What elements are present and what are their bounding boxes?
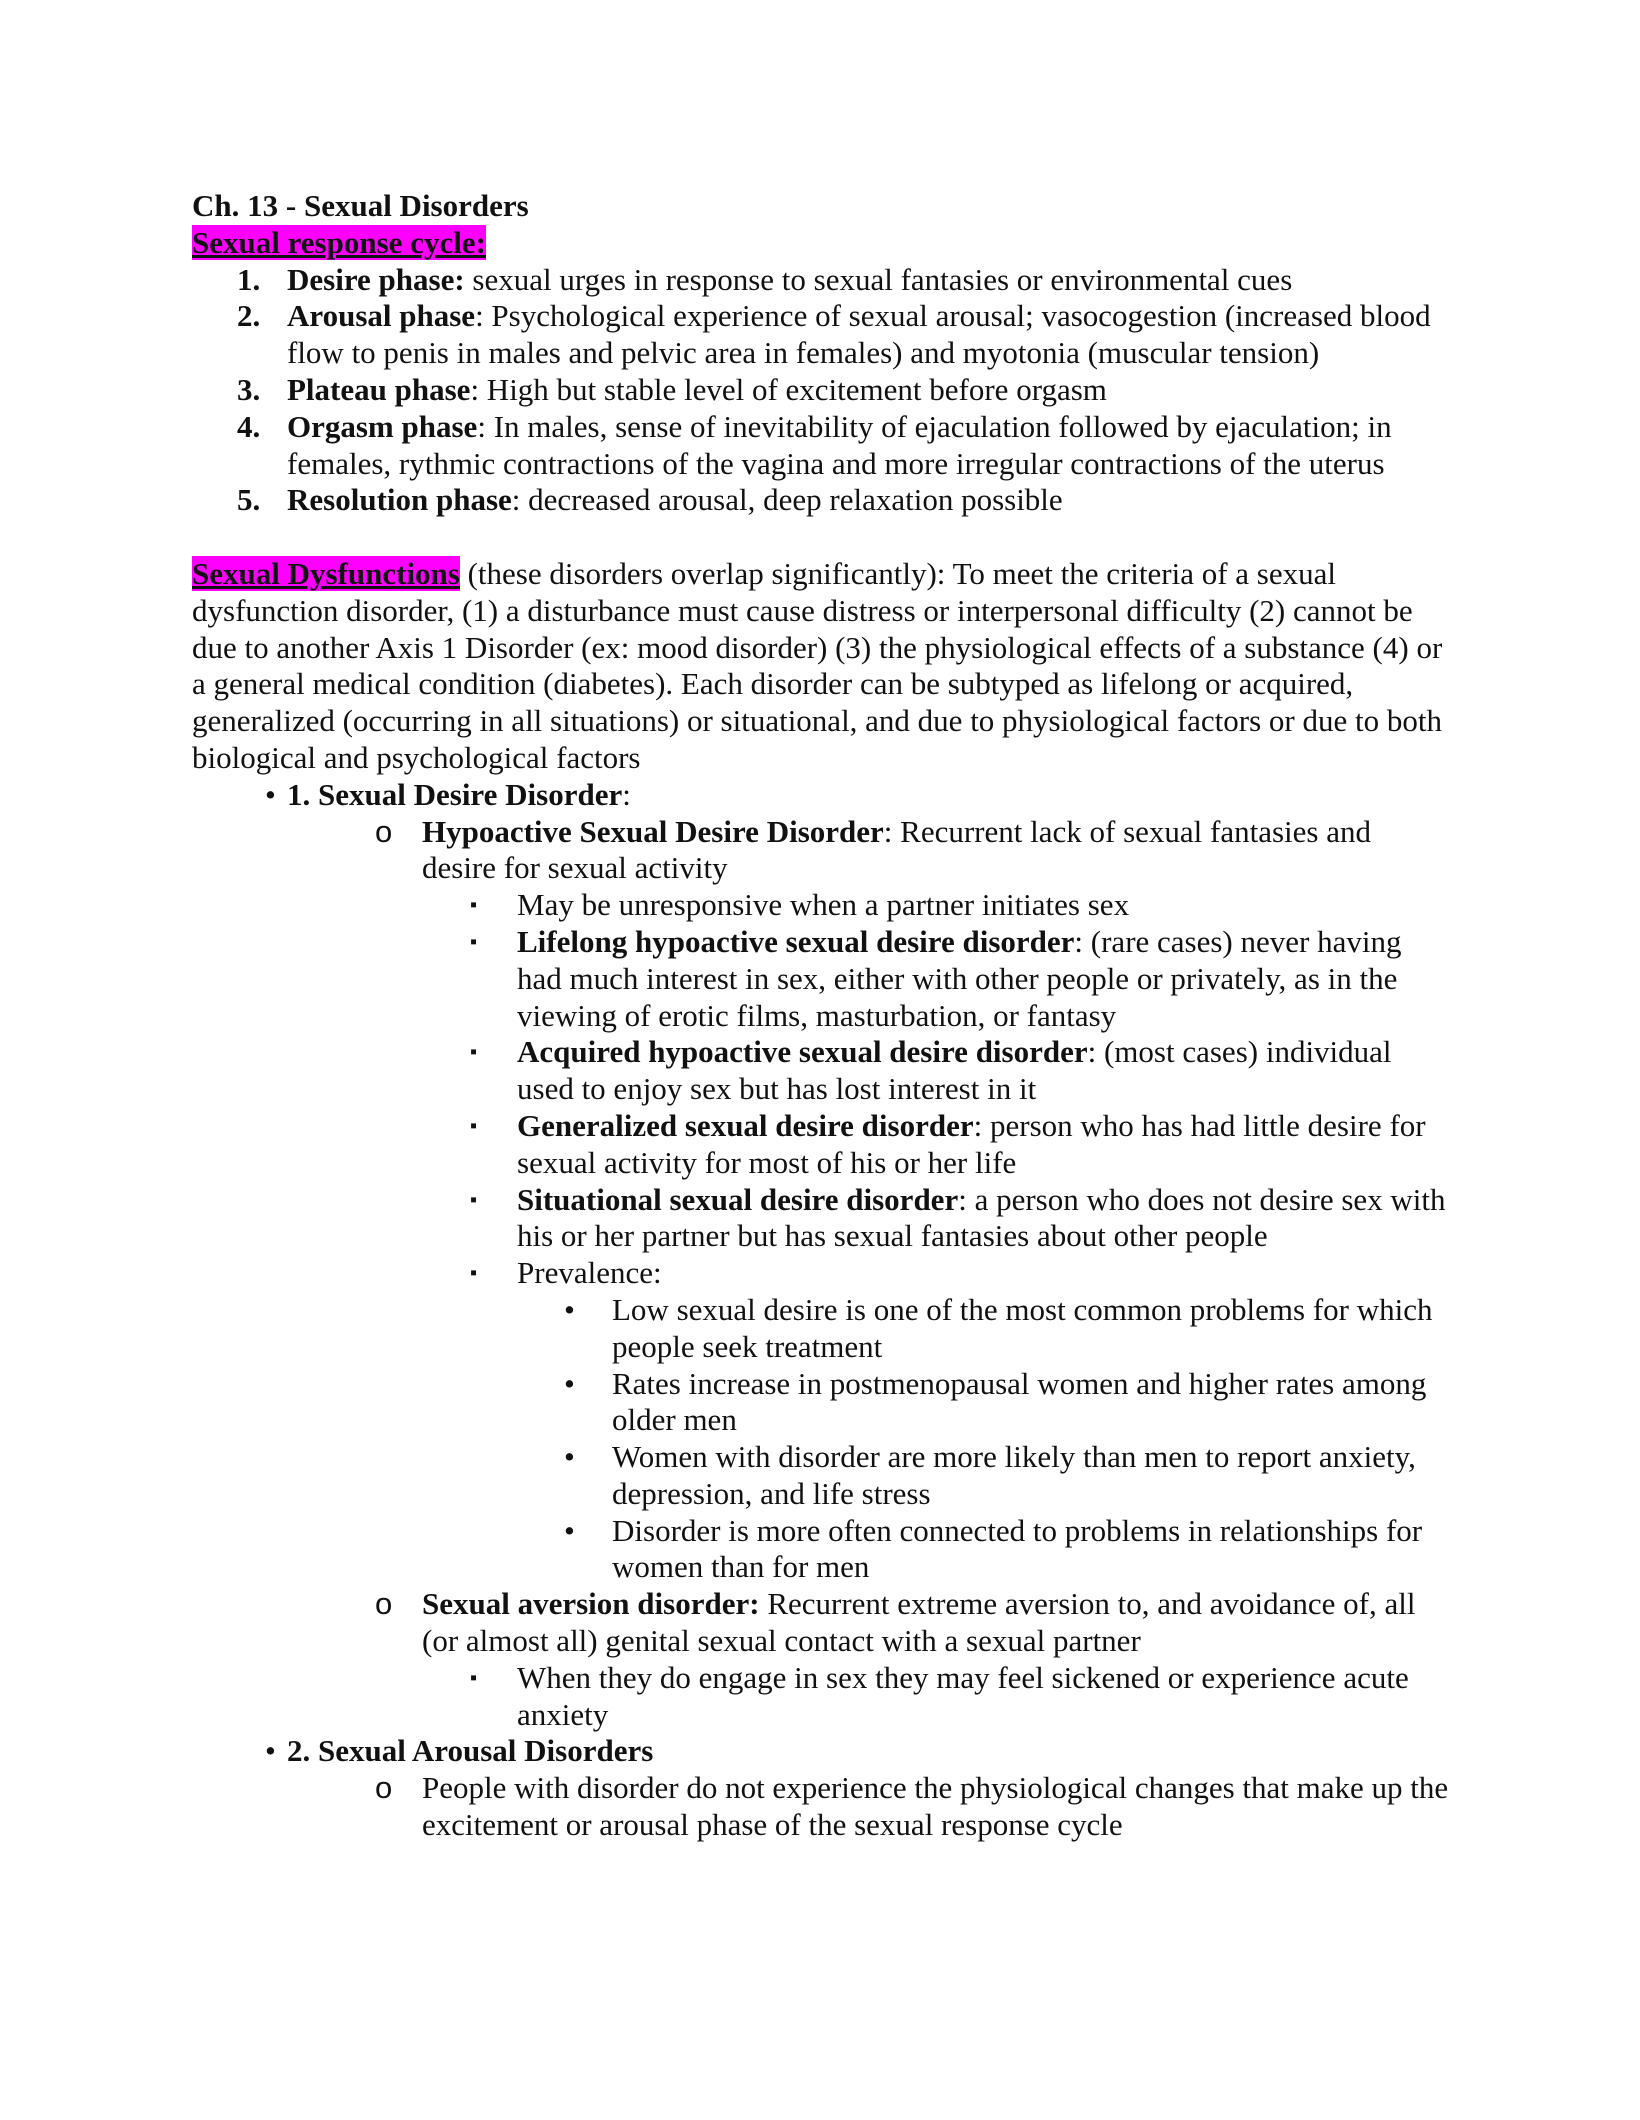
dysfunctions-intro: (these disorders overlap significantly): To meet the criteria of a sexual dysfunction disorder, (1) a disturbance must cause distress or interpersonal difficulty (2) cannot be due to another Axis 1 Disorder (ex: mood disorder) (3) the physiological effects of a substance (4) or a general medical condition (diabetes). Each disorder can be subtyped as lifelong or acquired, generalized (occurring in all situations) or situational, and due to physiological factors or due to both biological and psychological factors (192, 555, 1443, 775)
item-text: Women with disorder are more likely than men to report anxiety, depression, and life stress (612, 1439, 1416, 1511)
blank-line (192, 519, 1452, 556)
response-cycle-heading: Sexual response cycle: (192, 224, 486, 260)
bullet-dot-icon: • (265, 1733, 276, 1769)
dysfunctions-heading: Sexual Dysfunctions (192, 555, 460, 591)
bullet-circle-icon: o (375, 1770, 393, 1806)
item-term: Lifelong hypoactive sexual desire disorder (517, 923, 1075, 959)
aversion-text: Recurrent extreme aversion to, and avoidance of, all (or almost all) genital sexual contact with a sexual partner (422, 1586, 1416, 1659)
bullet-square-icon: ▪ (470, 1114, 478, 1137)
page-title: Ch. 13 - Sexual Disorders (192, 188, 529, 223)
bullet-square-icon: ▪ (470, 1188, 478, 1211)
item-text: Low sexual desire is one of the most common problems for which people seek treatment (612, 1291, 1433, 1364)
desire-disorder-heading: 1. Sexual Desire Disorder (287, 776, 623, 812)
dysfunctions-paragraph (192, 556, 1452, 777)
item-text: Disorder is more often connected to problems in relationships for women than for men (612, 1512, 1423, 1585)
list-item (192, 1182, 1452, 1256)
list-item (192, 409, 1452, 483)
list-item (192, 1034, 1452, 1108)
phase-term: Resolution phase (287, 482, 512, 518)
item-term: Acquired hypoactive sexual desire disorder (517, 1034, 1088, 1070)
bullet-dot-icon: • (265, 776, 276, 812)
phase-text: : In males, sense of inevitability of ejaculation followed by ejaculation; in females, rythmic contractions of the vagina and more irregular contractions of the uterus (287, 408, 1392, 481)
phase-text: : High but stable level of excitement before orgasm (470, 371, 1107, 407)
list-item (192, 372, 1452, 409)
document-page (192, 188, 1452, 1844)
list-item (192, 1513, 1452, 1587)
item-text: : a person who does not desire sex with his or her partner but has sexual fantasies about other people (517, 1181, 1446, 1254)
bullet-square-icon: ▪ (470, 1666, 478, 1689)
bullet-square-icon: ▪ (470, 1041, 478, 1064)
list-item (192, 298, 1452, 372)
phase-term: Orgasm phase (287, 408, 478, 444)
phase-text: sexual urges in response to sexual fantasies or environmental cues (464, 261, 1293, 297)
bullet-square-icon: ▪ (470, 894, 478, 917)
phase-term: Plateau phase (287, 371, 471, 407)
item-text: When they do engage in sex they may feel sickened or experience acute anxiety (517, 1659, 1409, 1732)
list-item (192, 1292, 1452, 1366)
list-item (192, 924, 1452, 1034)
arousal-disorder-heading: 2. Sexual Arousal Disorders (287, 1733, 654, 1769)
item-text: People with disorder do not experience the physiological changes that make up the excitement or arousal phase of the sexual response cycle (422, 1770, 1449, 1843)
item-text: Rates increase in postmenopausal women and higher rates among older men (612, 1365, 1427, 1438)
list-item (192, 262, 1452, 299)
item-text: May be unresponsive when a partner initiates sex (517, 887, 1130, 923)
list-item (192, 1255, 1452, 1292)
list-item (192, 1770, 1452, 1844)
list-number: 1. (237, 261, 261, 297)
aversion-term: Sexual aversion disorder: (422, 1586, 760, 1622)
list-number: 4. (237, 408, 261, 444)
list-number: 3. (237, 371, 261, 407)
list-item (192, 1108, 1452, 1182)
phase-term: Arousal phase (287, 298, 476, 334)
bullet-dot-icon: • (564, 1439, 575, 1475)
list-item (192, 1660, 1452, 1734)
bullet-circle-icon: o (375, 813, 393, 849)
list-item (192, 482, 1452, 519)
arousal-disorder-item (192, 1733, 1452, 1770)
phase-text: : Psychological experience of sexual arousal; vasocogestion (increased blood flow to penis in males and pelvic area in females) and myotonia (muscular tension) (287, 298, 1431, 371)
aversion-item (192, 1586, 1452, 1660)
item-text: : person who has had little desire for sexual activity for most of his or her life (517, 1107, 1426, 1180)
item-term: Generalized sexual desire disorder (517, 1107, 974, 1143)
phase-term: Desire phase: (287, 261, 465, 297)
bullet-square-icon: ▪ (470, 1262, 478, 1285)
bullet-dot-icon: • (564, 1291, 575, 1327)
bullet-square-icon: ▪ (470, 930, 478, 953)
item-text: Prevalence: (517, 1255, 662, 1291)
phase-text: : decreased arousal, deep relaxation possible (511, 482, 1063, 518)
bullet-dot-icon: • (564, 1512, 575, 1548)
heading-suffix: : (622, 776, 631, 812)
item-text: : (rare cases) never having had much interest in sex, either with other people or privately, as in the viewing of erotic films, masturbation, or fantasy (517, 923, 1402, 1033)
list-number: 2. (237, 298, 261, 334)
phase-list (192, 262, 1452, 520)
list-item (192, 887, 1452, 924)
hsdd-item (192, 814, 1452, 888)
item-term: Situational sexual desire disorder (517, 1181, 959, 1217)
bullet-circle-icon: o (375, 1586, 393, 1622)
bullet-dot-icon: • (564, 1365, 575, 1401)
hsdd-text: : Recurrent lack of sexual fantasies and desire for sexual activity (422, 813, 1371, 886)
response-cycle-heading-line (192, 225, 1452, 262)
hsdd-term: Hypoactive Sexual Desire Disorder (422, 813, 884, 849)
list-item (192, 1439, 1452, 1513)
desire-disorder-item (192, 777, 1452, 814)
item-text: : (most cases) individual used to enjoy sex but has lost interest in it (517, 1034, 1392, 1107)
list-number: 5. (237, 482, 261, 518)
list-item (192, 1366, 1452, 1440)
